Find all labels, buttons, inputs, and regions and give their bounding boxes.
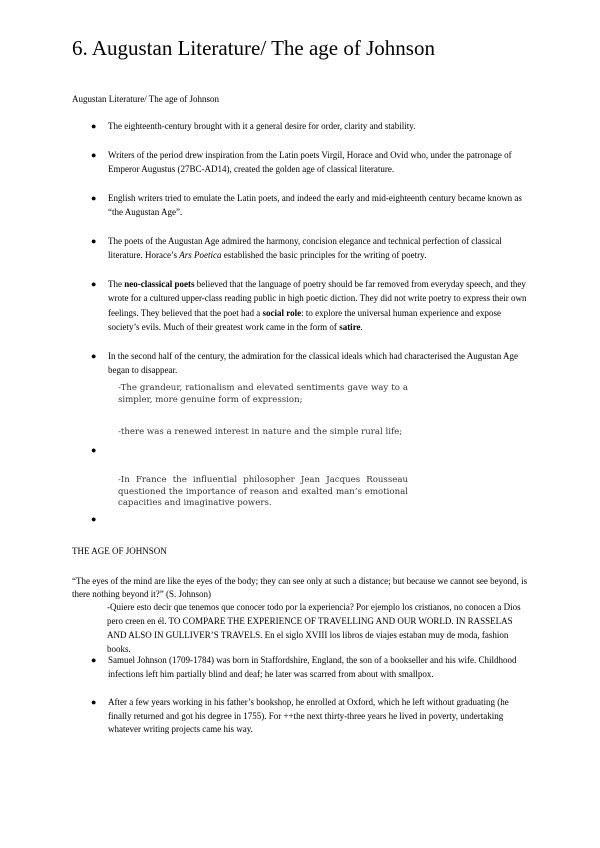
- page-title: 6. Augustan Literature/ The age of Johnson: [72, 36, 435, 60]
- list-item: ● In the second half of the century, the admiration for the classical ideals which had characterised the Augustan Age began to disappear.: [91, 350, 519, 375]
- bullet-icon: ●: [91, 149, 97, 160]
- bullet-icon: ●: [91, 445, 97, 455]
- bullet-icon: ●: [91, 514, 97, 524]
- list-item: ● After a few years working in his father’s bookshop, he enrolled at Oxford, which he left without graduating (he finally returned and got his degree in 1755). For ++the next thirty-three years he lived in poverty, undertaking whatever writing projects came his way.: [91, 697, 509, 734]
- subtitle: Augustan Literature/ The age of Johnson: [72, 94, 220, 104]
- bold-term: satire: [339, 322, 361, 332]
- list-item: ● The eighteenth-century brought with it a general desire for order, clarity and stability.: [72, 119, 532, 134]
- section-heading: THE AGE OF JOHNSON: [72, 546, 167, 556]
- bullet-icon: ●: [91, 235, 97, 246]
- bold-term: neo-classical poets: [124, 278, 195, 289]
- bullet-icon: ●: [91, 350, 97, 361]
- bullet-icon: ●: [91, 655, 97, 665]
- list-item: ● The neo-classical poets believed that the language of poetry should be far removed from everyday speech, and they wrote for a cultured upper-class reading public in high poetic diction. They did not write poetry to express their own feelings. They believed that the poet had a social role: to explore the universal human experience and expose society’s evils. Much of their greatest work came in the form of satire.: [91, 278, 527, 332]
- book-title: Ars Poetica: [179, 250, 222, 260]
- list-item: ● Samuel Johnson (1709-1784) was born in Staffordshire, England, the son of a bookseller and his wife. Childhood infections left him partially blind and deaf; he later was scarred from about with smallpox.: [91, 655, 517, 679]
- list-item: ● Writers of the period drew inspiration from the Latin poets Virgil, Horace and Ovid who, under the patronage of Emperor Augustus (27BC-AD14), created the golden age of classical literature.: [91, 149, 512, 174]
- scanned-note: -In France the influential philosopher Jean Jacques Rousseau questioned the importance of reason and exalted man’s emotional capacities and imaginative powers.: [118, 475, 408, 508]
- scanned-note: -The grandeur, rationalism and elevated sentiments gave way to a simpler, more genuine form of expression;: [118, 383, 408, 405]
- spanish-note: -Quiere esto decir que tenemos que conocer todo por la experiencia? Por ejemplo los cristianos, no conocen a Dios pero creen en él. TO COMPARE THE EXPERIENCE OF TRAVELLING AND OUR WORLD. IN RASSELAS AND ALSO IN GULLIVER’S TRAVELS. En el siglo XVIII los libros de viajes estaban muy de moda, fashion books.: [107, 602, 521, 654]
- bullet-icon: ●: [91, 192, 97, 203]
- scanned-note: -there was a renewed interest in nature and the simple rural life;: [118, 427, 403, 437]
- bullet-icon: ●: [91, 697, 97, 707]
- johnson-quote: “The eyes of the mind are like the eyes of the body; they can see only at such a distance; but because we cannot see beyond, is there nothing beyond it?” (S. Johnson): [72, 576, 528, 599]
- intro-bullet-list: [72, 119, 532, 392]
- bullet-icon: ●: [91, 278, 97, 289]
- johnson-bullet-list: [72, 654, 532, 752]
- bold-term: social role: [262, 307, 302, 318]
- list-item: ● English writers tried to emulate the Latin poets, and indeed the early and mid-eighteenth century became known as “the Augustan Age”.: [91, 192, 522, 217]
- bullet-icon: ●: [91, 121, 97, 131]
- list-item: ● The poets of the Augustan Age admired the harmony, concision elegance and technical perfection of classical literature. Horace’s Ars Poetica established the basic principles for the writing of poetry.: [91, 235, 502, 260]
